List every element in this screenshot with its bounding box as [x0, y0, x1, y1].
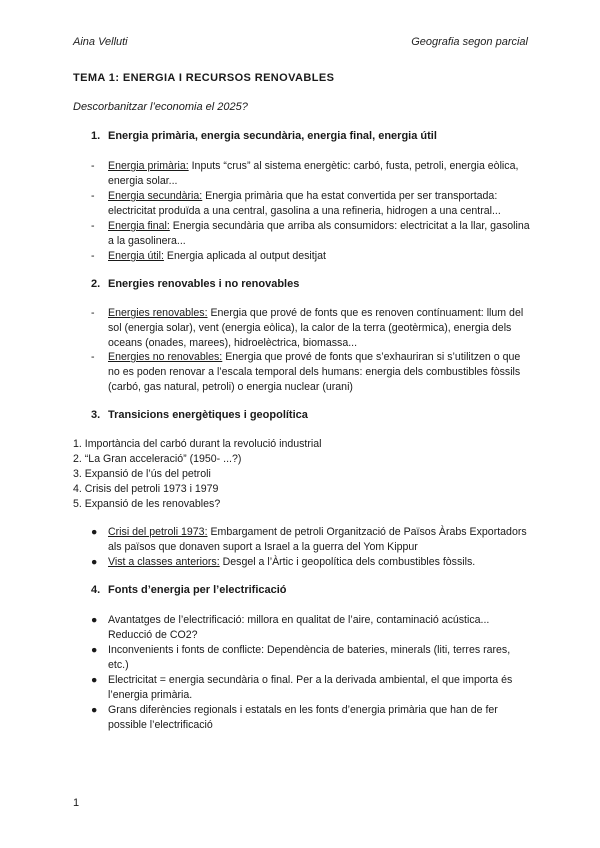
dash-marker: - [91, 160, 95, 172]
list-item [91, 525, 531, 555]
section-number: 1. [91, 130, 101, 142]
definition: Inputs “crus” al sistema energètic: carbó, fusta, petroli, energia eòlica, energia solar... [108, 160, 519, 187]
bullet-text: Grans diferències regionals i estatals en les fonts d’energia primària que han de fer possible l’electrificació [108, 704, 498, 731]
definition: Desgel a l’Àrtic i geopolítica dels combustibles fòssils. [219, 556, 476, 568]
list-item [91, 306, 531, 351]
header-author: Aina Velluti [73, 36, 128, 48]
list-item [91, 613, 531, 643]
page-number: 1 [73, 797, 80, 809]
bullet-marker: ● [91, 704, 98, 716]
document-title: TEMA 1: ENERGIA I RECURSOS RENOVABLES [73, 72, 335, 84]
term: Crisi del petroli 1973: [108, 526, 208, 538]
bullet-text: Electricitat = energia secundària o final. Per a la derivada ambiental, el que importa és l’energia primària. [108, 674, 513, 701]
list-item: 1. Importància del carbó durant la revolució industrial [73, 438, 322, 450]
list-item: 2. “La Gran acceleració” (1950- ...?) [73, 453, 242, 465]
list-item [91, 555, 531, 570]
section-number: 3. [91, 409, 101, 421]
section-title-text: Energies renovables i no renovables [108, 278, 300, 290]
definition: Embargament de petroli Organització de Països Àrabs Exportadors als països que donaven suport a Israel a la guerra del Yom Kippur [108, 526, 527, 553]
section-2-title [91, 278, 299, 290]
section-3-title [91, 409, 308, 421]
bullet-marker: ● [91, 674, 98, 686]
list-item [91, 350, 531, 395]
section-4-title [91, 584, 287, 596]
dash-marker: - [91, 220, 95, 232]
list-item [91, 219, 531, 249]
ordered-list [73, 437, 322, 512]
list-item: 5. Expansió de les renovables? [73, 498, 221, 510]
section-title-text: Energia primària, energia secundària, energia final, energia útil [108, 130, 437, 142]
bullet-marker: ● [91, 526, 98, 538]
bullet-marker: ● [91, 644, 98, 656]
list-item [91, 703, 531, 733]
list-item [91, 673, 531, 703]
definition: Energia aplicada al output desitjat [163, 250, 326, 262]
bullet-text: Inconvenients i fonts de conflicte: Dependència de bateries, minerals (liti, terres rares, etc.) [108, 644, 511, 671]
list-item: 4. Crisis del petroli 1973 i 1979 [73, 483, 219, 495]
definition: Energia que prové de fonts que es renoven contínuament: llum del sol (energia solar), vent (energia eòlica), la calor de la terra (geotèrmica), energia dels oceans (onades, marees), hidroelèctrica, biomassa... [108, 307, 524, 349]
term: Energia secundària: [108, 190, 203, 202]
document-subtitle: Descorbanitzar l’economia el 2025? [73, 101, 248, 113]
section-title-text: Transicions energètiques i geopolítica [108, 409, 308, 421]
definition: Energia secundària que arriba als consumidors: electricitat a la llar, gasolina a la gasolinera... [108, 220, 530, 247]
term: Energies renovables: [108, 307, 208, 319]
definition: Energia que prové de fonts que s’exhauriran si s’utilitzen o que no es poden renovar a l’escala temporal dels humans: energia dels combustibles fòssils (carbó, gas natural, petroli) o energia nuclear (urani) [108, 351, 521, 393]
section-title-text: Fonts d’energia per l’electrificació [108, 584, 287, 596]
definition: Energia primària que ha estat convertida per ser transportada: electricitat produïda a una central, gasolina a una refineria, hidrogen a una central... [108, 190, 501, 217]
term: Energia útil: [108, 250, 164, 262]
term: Energies no renovables: [108, 351, 223, 363]
list-item [91, 159, 531, 189]
section-number: 4. [91, 584, 101, 596]
section-number: 2. [91, 278, 101, 290]
dash-marker: - [91, 190, 95, 202]
bullet-marker: ● [91, 614, 98, 626]
term: Energia primària: [108, 160, 189, 172]
dash-marker: - [91, 250, 95, 262]
bullet-marker: ● [91, 556, 98, 568]
list-item [91, 249, 531, 264]
list-item [91, 189, 531, 219]
section-1-title [91, 130, 437, 142]
term: Energia final: [108, 220, 170, 232]
list-item: 3. Expansió de l’ús del petroli [73, 468, 211, 480]
bullet-text: Avantatges de l’electrificació: millora en qualitat de l’aire, contaminació acústica... Reducció de CO2? [108, 614, 490, 641]
list-item [91, 643, 531, 673]
dash-marker: - [91, 307, 95, 319]
dash-marker: - [91, 351, 95, 363]
header-course: Geografia segon parcial [411, 36, 528, 48]
term: Vist a classes anteriors: [108, 556, 220, 568]
